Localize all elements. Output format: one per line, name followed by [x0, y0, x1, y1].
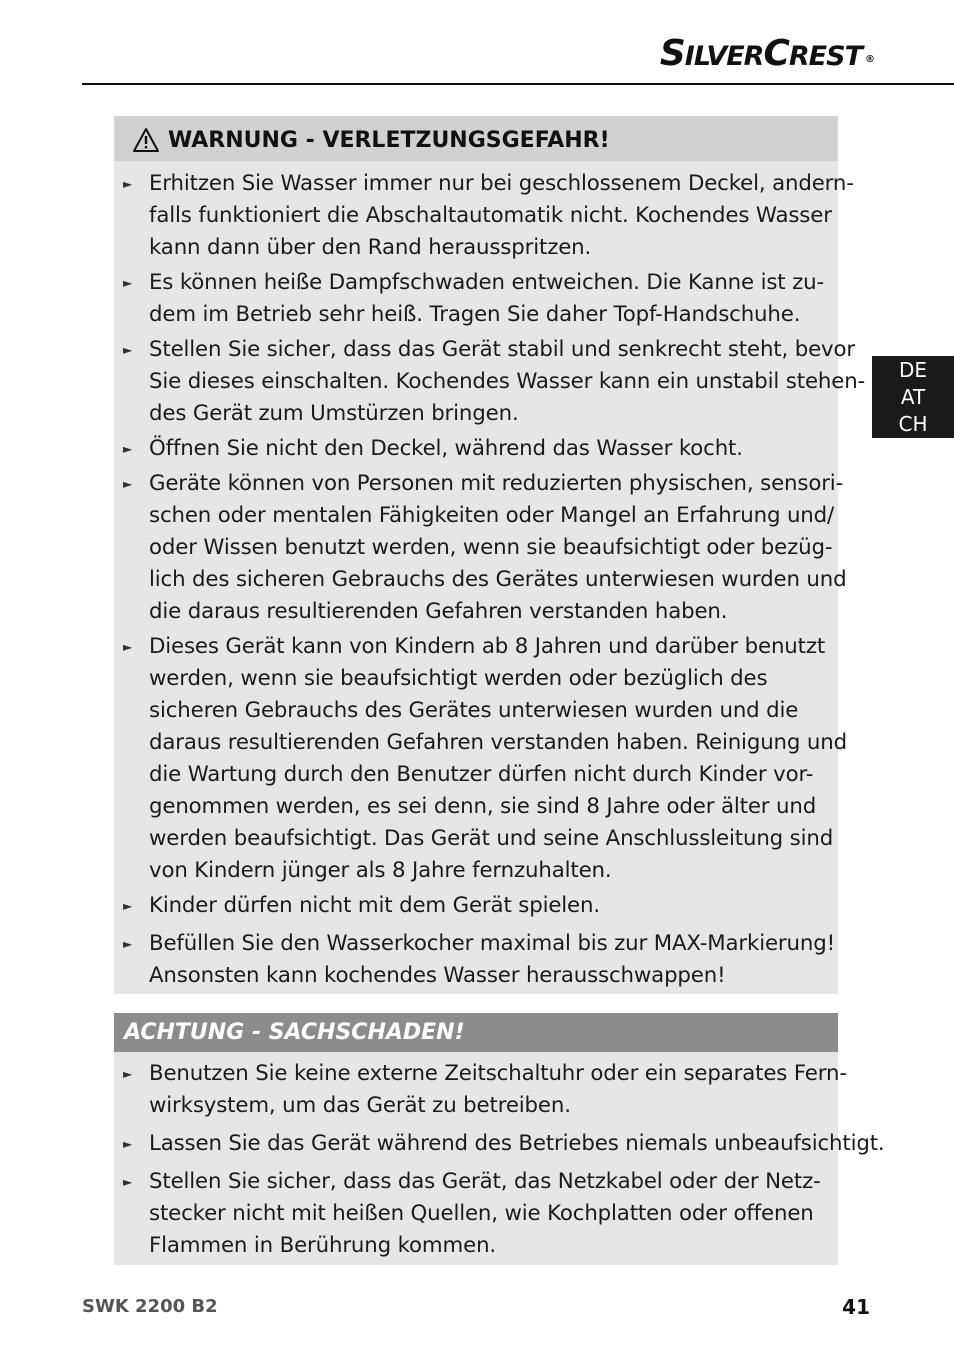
list-item: [114, 928, 838, 992]
list-item-line: Ansonsten kann kochendes Wasser herausschwappen!: [149, 963, 726, 988]
list-item-line: werden, wenn sie beaufsichtigt werden oder bezüglich des: [149, 666, 768, 691]
list-item-line: werden beaufsichtigt. Das Gerät und seine Anschlussleitung sind: [149, 826, 834, 851]
list-item: [114, 433, 838, 465]
list-item-line: schen oder mentalen Fähigkeiten oder Mangel an Erfahrung und/: [149, 503, 835, 528]
warning-list: [114, 168, 866, 998]
bullet-arrow-icon: ►: [123, 442, 133, 456]
bullet-arrow-icon: ►: [123, 1067, 133, 1081]
bullet-arrow-icon: ►: [123, 899, 133, 913]
list-item-line: von Kindern jünger als 8 Jahre fernzuhalten.: [149, 858, 612, 883]
bullet-arrow-icon: ►: [123, 1137, 133, 1151]
bullet-arrow-icon: ►: [123, 276, 133, 290]
list-item: [114, 1058, 847, 1122]
bullet-arrow-icon: ►: [123, 937, 133, 951]
caution-box: [114, 1013, 885, 1265]
list-item-line: Benutzen Sie keine externe Zeitschaltuhr oder ein separates Fern-: [149, 1061, 847, 1086]
list-item: [114, 1128, 885, 1160]
page-number: 41: [842, 1295, 870, 1319]
bullet-arrow-icon: ►: [123, 343, 133, 357]
bullet-arrow-icon: ►: [123, 177, 133, 191]
list-item-line: Stellen Sie sicher, dass das Gerät stabil und senkrecht steht, bevor: [149, 337, 855, 362]
list-item: [114, 631, 847, 887]
list-item-line: dem im Betrieb sehr heiß. Tragen Sie daher Topf-Handschuhe.: [149, 302, 801, 327]
brand-word-ilver: ILVER: [684, 41, 764, 72]
bullet-arrow-icon: ►: [123, 1175, 133, 1189]
list-item-line: Erhitzen Sie Wasser immer nur bei geschlossenem Deckel, andern-: [149, 171, 854, 196]
warning-triangle-icon: [132, 127, 160, 153]
list-item-line: falls funktioniert die Abschaltautomatik nicht. Kochendes Wasser: [149, 203, 832, 228]
lang-ch: CH: [898, 412, 928, 436]
lang-de: DE: [898, 358, 928, 382]
brand-word-rest: REST: [788, 41, 862, 72]
list-item-line: Flammen in Berührung kommen.: [149, 1233, 497, 1258]
caution-list: [114, 1058, 885, 1268]
list-item-line: sicheren Gebrauchs des Gerätes unterwiesen wurden und die: [149, 698, 799, 723]
list-item: [114, 168, 854, 264]
lang-at: AT: [900, 385, 926, 409]
list-item-line: Sie dieses einschalten. Kochendes Wasser kann ein unstabil stehen-: [149, 369, 866, 394]
list-item-line: die Wartung durch den Benutzer dürfen nicht durch Kinder vor-: [149, 762, 814, 787]
list-item-line: Stellen Sie sicher, dass das Gerät, das Netzkabel oder der Netz-: [149, 1169, 821, 1194]
brand-letter-s: S: [659, 33, 685, 74]
list-item-line: wirksystem, um das Gerät zu betreiben.: [149, 1093, 571, 1118]
list-item-line: lich des sicheren Gebrauchs des Gerätes unterwiesen wurden und: [149, 567, 847, 592]
list-item-line: die daraus resultierenden Gefahren verstanden haben.: [149, 599, 728, 624]
bullet-arrow-icon: ►: [123, 477, 133, 491]
caution-header: ACHTUNG - SACHSCHADEN!: [114, 1013, 838, 1052]
language-tab: [872, 356, 954, 438]
model-number: SWK 2200 B2: [82, 1296, 218, 1317]
list-item: [114, 468, 847, 628]
list-item-line: Kinder dürfen nicht mit dem Gerät spielen.: [149, 893, 600, 918]
list-item-line: Öffnen Sie nicht den Deckel, während das Wasser kocht.: [149, 436, 743, 461]
list-item-line: Dieses Gerät kann von Kindern ab 8 Jahren und darüber benutzt: [149, 634, 826, 659]
list-item-line: des Gerät zum Umstürzen bringen.: [149, 401, 519, 426]
brand-logo: [659, 32, 874, 82]
list-item-line: kann dann über den Rand herausspritzen.: [149, 235, 592, 260]
list-item: [114, 890, 838, 922]
warning-header: [114, 116, 838, 161]
list-item-line: Befüllen Sie den Wasserkocher maximal bis zur MAX-Markierung!: [149, 931, 835, 956]
list-item-line: oder Wissen benutzt werden, wenn sie beaufsichtigt oder bezüg-: [149, 535, 833, 560]
registered-mark: ®: [865, 54, 874, 65]
list-item: [114, 1166, 838, 1262]
warning-title: WARNUNG - VERLETZUNGSGEFAHR!: [168, 128, 610, 153]
bullet-arrow-icon: ►: [123, 640, 133, 654]
list-item-line: daraus resultierenden Gefahren verstanden haben. Reinigung und: [149, 730, 847, 755]
list-item-line: Es können heiße Dampfschwaden entweichen. Die Kanne ist zu-: [149, 270, 825, 295]
warning-box: [114, 116, 866, 994]
list-item: [114, 267, 838, 331]
brand-letter-c: C: [763, 33, 789, 74]
list-item-line: genommen werden, es sei denn, sie sind 8 Jahre oder älter und: [149, 794, 817, 819]
list-item-line: Geräte können von Personen mit reduzierten physischen, sensori-: [149, 471, 844, 496]
list-item-line: Lassen Sie das Gerät während des Betriebes niemals unbeaufsichtigt.: [149, 1131, 885, 1156]
list-item: [114, 334, 866, 430]
list-item-line: stecker nicht mit heißen Quellen, wie Kochplatten oder offenen: [149, 1201, 814, 1226]
header-rule: [82, 83, 954, 85]
